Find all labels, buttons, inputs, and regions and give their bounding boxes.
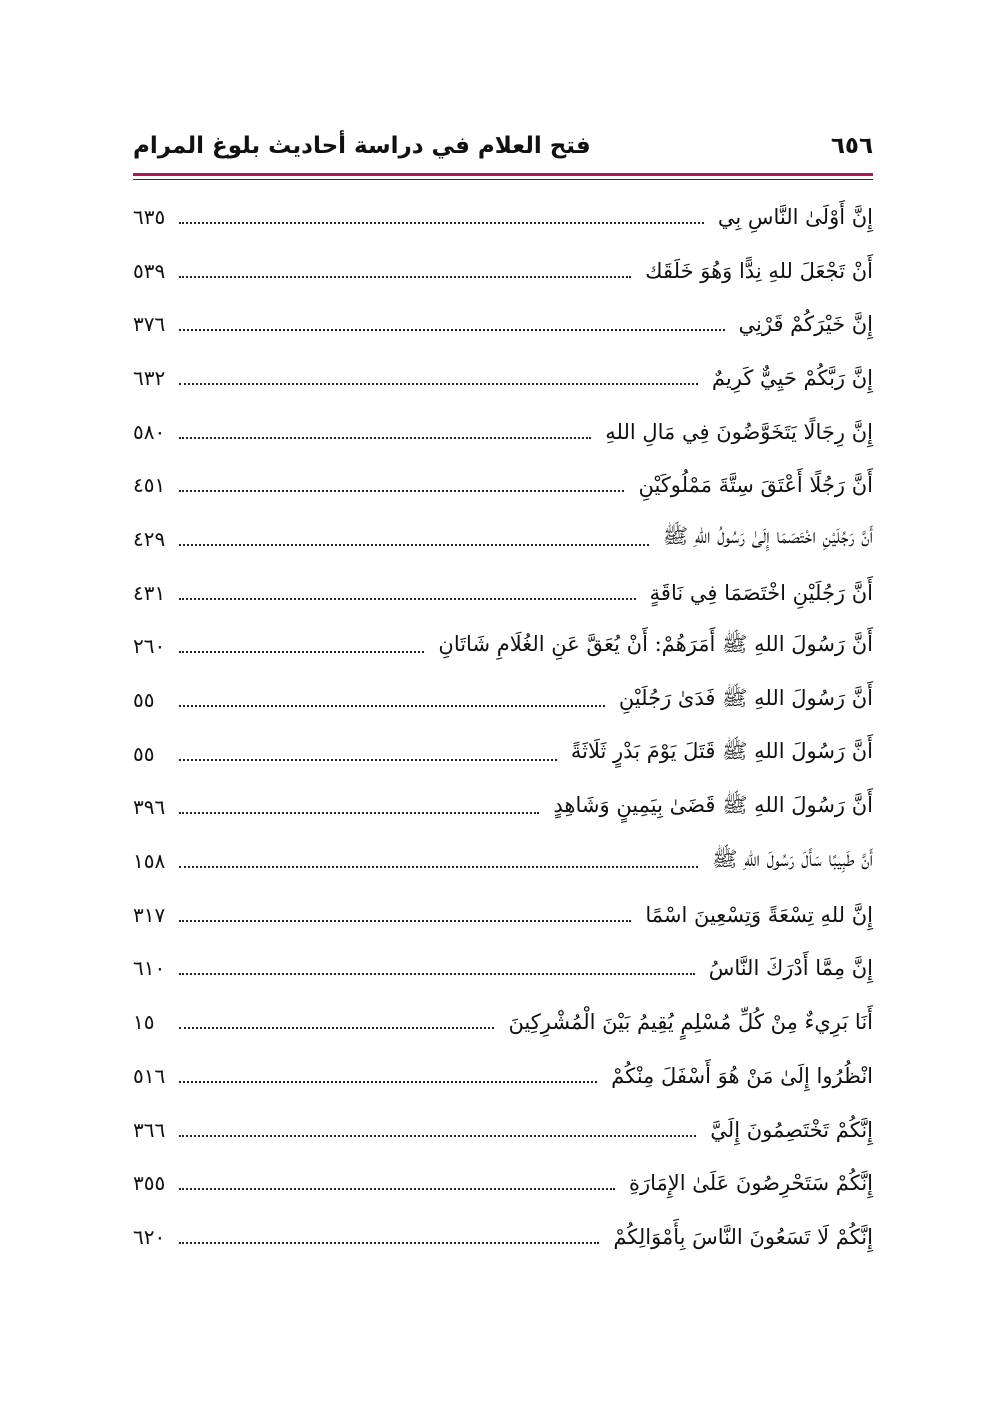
index-entry	[133, 673, 873, 727]
page-number: ٦٥٦	[830, 133, 873, 159]
index-entry	[133, 942, 873, 996]
index-entry	[133, 888, 873, 942]
entry-text: أَنَّ طَبِيبًا سَأَلَ رَسُولَ اللهِ ﷺ	[712, 846, 873, 871]
entry-text: أَنَّ رَجُلَيْنِ اخْتَصَمَا إِلَىٰ رَسُولُ اللهِ ﷺ	[662, 524, 873, 549]
entry-page-number: ٣٩٦	[133, 795, 166, 820]
entry-page-number: ١٥٨	[133, 849, 166, 874]
dot-leader	[179, 598, 636, 600]
entry-text: إِنَّكُمْ تَخْتَصِمُونَ إِلَيَّ	[710, 1117, 873, 1142]
dot-leader	[179, 705, 605, 707]
entry-page-number: ٦١٠	[133, 956, 166, 981]
entry-text: أَنَّ رَجُلًا أَعْتَقَ سِتَّةَ مَمْلُوكَيْنِ	[638, 473, 873, 498]
dot-leader	[179, 812, 539, 814]
index-entry	[133, 1049, 873, 1103]
entry-page-number: ٣٧٦	[133, 312, 166, 337]
entry-page-number: ٣٦٦	[133, 1117, 166, 1142]
dot-leader	[179, 651, 424, 653]
index-entry	[133, 781, 873, 835]
entry-text: أَنْ تَجْعَلَ للهِ نِدًّا وَهُوَ خَلَقَك	[645, 258, 873, 283]
entry-text: إِنَّ للهِ تِسْعَةً وَتِسْعِينَ اسْمًا	[645, 902, 873, 927]
index-entry	[133, 620, 873, 674]
index-entry	[133, 995, 873, 1049]
book-title: فتح العلام في دراسة أحاديث بلوغ المرام	[133, 133, 591, 159]
dot-leader	[179, 1081, 597, 1083]
index-entry	[133, 566, 873, 620]
dot-leader	[179, 1188, 615, 1190]
entry-text: أَنَا بَرِيءٌ مِنْ كُلِّ مُسْلِمٍ يُقِيمُ بَيْنَ الْمُشْرِكِينَ	[508, 1010, 873, 1035]
entry-text: إِنَّكُمْ سَتَحْرِصُونَ عَلَىٰ الإِمَارَةِ	[628, 1171, 873, 1196]
index-entry	[133, 405, 873, 459]
dot-leader	[179, 437, 591, 439]
entry-page-number: ٥١٦	[133, 1063, 166, 1088]
entry-page-number: ٥٥	[133, 741, 155, 766]
dot-leader	[179, 1135, 696, 1137]
header-rule-thick	[133, 173, 873, 176]
entry-text: أَنَّ رَسُولَ اللهِ ﷺ قَتَلَ يَوْمَ بَدْرٍ ثَلَاثَةً	[570, 739, 873, 764]
dot-leader	[179, 1027, 494, 1029]
entry-page-number: ٥٨٠	[133, 419, 166, 444]
entry-text: أَنَّ رَسُولَ اللهِ ﷺ فَدَىٰ رَجُلَيْنِ	[618, 685, 873, 710]
index-list	[133, 190, 873, 1264]
entry-text: أَنَّ رَسُولَ اللهِ ﷺ أَمَرَهُمْ: أَنْ يُعَقَّ عَنِ الغُلَامِ شَاتَانِ	[438, 631, 873, 656]
dot-leader	[179, 490, 624, 492]
entry-page-number: ٥٥	[133, 688, 155, 713]
index-entry	[133, 727, 873, 781]
entry-page-number: ٣١٧	[133, 902, 166, 927]
dot-leader	[179, 866, 698, 868]
dot-leader	[179, 1242, 599, 1244]
index-entry	[133, 1156, 873, 1210]
index-entry	[133, 1103, 873, 1157]
entry-text: إِنَّ خَيْرَكُمْ قَرْنِي	[738, 312, 873, 337]
entry-page-number: ٦٣٢	[133, 365, 166, 390]
header-rule-thin	[133, 179, 873, 180]
entry-text: إِنَّ رِجَالًا يَتَخَوَّضُونَ فِي مَالِ اللهِ	[605, 419, 873, 444]
page-header	[133, 126, 873, 166]
entry-text: إِنَّ مِمَّا أَدْرَكَ النَّاسُ	[708, 956, 873, 981]
index-entry	[133, 244, 873, 298]
index-entry	[133, 1210, 873, 1264]
dot-leader	[179, 544, 649, 546]
index-entry	[133, 834, 873, 888]
entry-text: إِنَّكُمْ لَا تَسَعُونَ النَّاسَ بِأَمْوَالِكُمْ	[613, 1224, 873, 1249]
index-entry	[133, 297, 873, 351]
entry-page-number: ٦٣٥	[133, 204, 166, 229]
entry-page-number: ٦٢٠	[133, 1224, 166, 1249]
entry-page-number: ٤٥١	[133, 473, 166, 498]
entry-page-number: ٣٥٥	[133, 1171, 166, 1196]
entry-page-number: ٥٣٩	[133, 258, 166, 283]
index-entry	[133, 351, 873, 405]
entry-text: أَنَّ رَسُولَ اللهِ ﷺ قَضَىٰ بِيَمِينٍ وَشَاهِدٍ	[553, 792, 873, 817]
dot-leader	[179, 759, 557, 761]
entry-text: إِنَّ أَوْلَىٰ النَّاسِ بِي	[717, 204, 873, 229]
entry-text: انْظُرُوا إِلَىٰ مَنْ هُوَ أَسْفَلَ مِنْكُمْ	[611, 1063, 873, 1088]
entry-page-number: ٢٦٠	[133, 634, 166, 659]
entry-page-number: ٤٢٩	[133, 526, 166, 551]
dot-leader	[179, 973, 695, 975]
entry-page-number: ٤٣١	[133, 580, 166, 605]
entry-page-number: ١٥	[133, 1010, 155, 1035]
dot-leader	[179, 920, 631, 922]
dot-leader	[179, 383, 698, 385]
dot-leader	[179, 329, 725, 331]
index-entry	[133, 190, 873, 244]
index-entry	[133, 512, 873, 566]
entry-text: أَنَّ رَجُلَيْنِ اخْتَصَمَا فِي نَاقَةٍ	[649, 580, 873, 605]
entry-text: إِنَّ رَبَّكُمْ حَيِيٌّ كَرِيمٌ	[711, 365, 873, 390]
dot-leader	[179, 276, 631, 278]
index-entry	[133, 458, 873, 512]
dot-leader	[179, 222, 704, 224]
